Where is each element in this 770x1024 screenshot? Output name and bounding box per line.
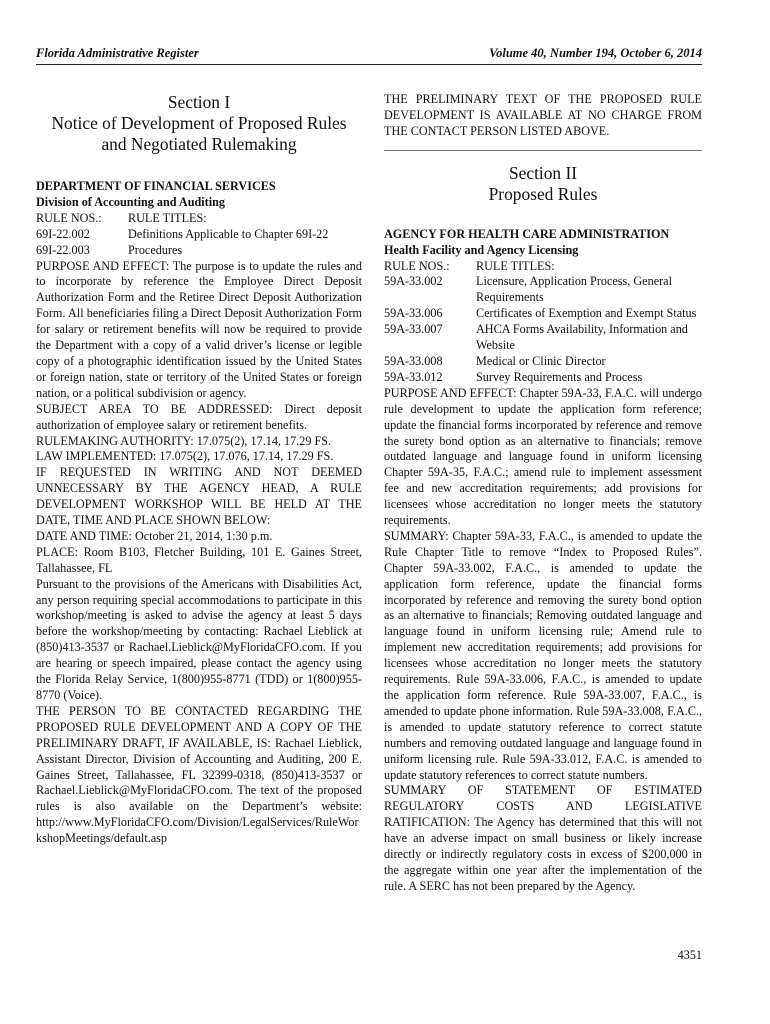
rule-title: Certificates of Exemption and Exempt Status	[476, 306, 697, 321]
place: PLACE: Room B103, Fletcher Building, 101 E. Gaines Street, Tallahassee, FL	[36, 544, 362, 575]
rule-title: AHCA Forms Availability, Information and Website	[476, 322, 688, 353]
subject-area: SUBJECT AREA TO BE ADDRESSED: Direct deposit authorization of employee salary or retirement benefits.	[36, 401, 362, 432]
contact-person: THE PERSON TO BE CONTACTED REGARDING THE PROPOSED RULE DEVELOPMENT AND A COPY OF THE PRELIMINARY DRAFT, IF AVAILABLE, IS: Rachael Lieblick, Assistant Director, Division of Accounting and Auditing, 200 E. Gaines Street, Tallahassee, FL 32399-0318, (850)413-3537 or Rachael.Lieblick@MyFloridaCFO.com. The text of the proposed rules is also available on the Department’s website: http://www.MyFloridaCFO.com/Division/LegalServices/RuleWorkshopMeetings/default.asp	[36, 703, 362, 846]
rule-number: 59A-33.012	[384, 369, 443, 384]
section-title-line: and Negotiated Rulemaking	[101, 134, 297, 154]
summary: SUMMARY: Chapter 59A-33, F.A.C., is amended to update the Rule Chapter Title to remove “Index to Proposed Rules”. Chapter 59A-33.002, F.A.C., is amended to update the application form reference, update the financial forms incorporated by reference and removing the surety bond option as an alternative to financials; Removing outdated language and language found in uniform licensing rule; Amend rule to implement new accreditation requirements; add provisions for licensees whose accreditation no longer meets the statutory requirements. Rule 59A-33.006, F.A.C., is amended to update the application form reference. Rule 59A-33.007, F.A.C., is amended to update phone information. Rule 59A-33.008, F.A.C., is amended to update statutory reference to correct statute numbers and removing outdated language and language found in uniform licensing rule. Rule 59A-33.012, F.A.C. is amended to update statutory references to correct statute numbers.	[384, 528, 702, 782]
preliminary-text-notice: THE PRELIMINARY TEXT OF THE PROPOSED RULE DEVELOPMENT IS AVAILABLE AT NO CHARGE FROM THE CONTACT PERSON LISTED ABOVE.	[384, 92, 702, 138]
rule-number: 69I-22.002	[36, 226, 90, 241]
ada-notice: Pursuant to the provisions of the Americans with Disabilities Act, any person requiring special accommodations to participate in this workshop/meeting is asked to advise the agency at least 5 days before the workshop/meeting by contacting: Rachael Lieblick at (850)413-3537 or Rachael.Lieblick@MyFloridaCFO.com. If you are hearing or speech impaired, please contact the agency using the Florida Relay Service, 1(800)955-8771 (TDD) or 1(800)955-8770 (Voice).	[36, 576, 362, 702]
rule-table-header	[384, 259, 702, 275]
section-title-line: Section I	[167, 92, 231, 112]
rule-row	[36, 243, 362, 259]
department-heading: DEPARTMENT OF FINANCIAL SERVICES	[36, 179, 276, 193]
rule-number: 59A-33.006	[384, 306, 443, 321]
rule-number: 59A-33.002	[384, 274, 443, 289]
rule-number: 59A-33.007	[384, 322, 443, 337]
rule-row	[384, 306, 702, 322]
rule-row	[384, 274, 702, 306]
section-divider	[384, 150, 702, 151]
section-title-line: Proposed Rules	[488, 183, 598, 204]
right-column	[384, 92, 702, 895]
rule-title: Licensure, Application Process, General Requirements	[476, 274, 672, 305]
rule-row	[36, 227, 362, 243]
section-ii-heading	[384, 163, 702, 205]
header-rule	[36, 64, 702, 65]
rule-row	[384, 354, 702, 370]
rule-row	[384, 370, 702, 386]
law-implemented: LAW IMPLEMENTED: 17.075(2), 17.076, 17.14, 17.29 FS.	[36, 449, 334, 464]
section-title-line: Notice of Development of Proposed Rules	[51, 113, 347, 133]
rule-row	[384, 322, 702, 354]
rule-table-header	[36, 211, 362, 227]
rule-titles-label: RULE TITLES:	[128, 210, 207, 225]
publication-title: Florida Administrative Register	[36, 46, 199, 60]
agency-heading: AGENCY FOR HEALTH CARE ADMINISTRATION	[384, 226, 670, 241]
rulemaking-authority: RULEMAKING AUTHORITY: 17.075(2), 17.14, 17.29 FS.	[36, 433, 332, 448]
rule-nos-label: RULE NOS.:	[384, 258, 450, 273]
rule-number: 59A-33.008	[384, 353, 443, 368]
rule-title: Medical or Clinic Director	[476, 353, 606, 368]
rule-title: Procedures	[128, 242, 183, 257]
rule-titles-label: RULE TITLES:	[476, 258, 555, 273]
section-i-heading	[36, 92, 362, 155]
rule-title: Survey Requirements and Process	[476, 369, 643, 384]
division-heading: Health Facility and Agency Licensing	[384, 242, 579, 257]
workshop-notice: IF REQUESTED IN WRITING AND NOT DEEMED UNNECESSARY BY THE AGENCY HEAD, A RULE DEVELOPMENT WORKSHOP WILL BE HELD AT THE DATE, TIME AND PLACE SHOWN BELOW:	[36, 465, 362, 528]
rule-number: 69I-22.003	[36, 242, 90, 257]
purpose-and-effect: PURPOSE AND EFFECT: Chapter 59A-33, F.A.C. will undergo rule development to update the application form reference; update the financial forms incorporated by reference and remove the surety bond option as an alternative to financials; remove outdated language and language found in uniform licensing Chapter 59A-35, F.A.C.; amend rule to implement assessment fee and new accreditation requirements; add provisions for licensees whose accreditation no longer meets the statutory requirements.	[384, 385, 702, 528]
section-title-line: Section II	[508, 162, 578, 183]
rule-nos-label: RULE NOS.:	[36, 210, 102, 225]
page-number: 4351	[677, 948, 702, 962]
division-heading: Division of Accounting and Auditing	[36, 194, 225, 209]
purpose-and-effect: PURPOSE AND EFFECT: The purpose is to update the rules and to incorporate by reference the Employee Direct Deposit Authorization Form and the Retiree Direct Deposit Authorization Form. All beneficiaries filing a Direct Deposit Authorization Form for salary or retirement benefits will now be required to provide the Department with a copy of a valid driver’s license or legible copy of a photographic identification issued by the United States or foreign nation, state or territory of the United States or foreign nation, or a political subdivision or agency.	[36, 258, 362, 400]
date-and-time: DATE AND TIME: October 21, 2014, 1:30 p.m.	[36, 528, 273, 543]
page-header	[36, 46, 702, 61]
issue-info: Volume 40, Number 194, October 6, 2014	[489, 46, 702, 60]
rule-title: Definitions Applicable to Chapter 69I-22	[128, 226, 329, 241]
serc-summary: SUMMARY OF STATEMENT OF ESTIMATED REGULATORY COSTS AND LEGISLATIVE RATIFICATION: The Agency has determined that this will not have an adverse impact on small business or likely increase directly or indirectly regulatory costs in excess of $200,000 in the aggregate within one year after the implementation of the rule. A SERC has not been prepared by the Agency.	[384, 783, 702, 893]
left-column	[36, 92, 362, 847]
